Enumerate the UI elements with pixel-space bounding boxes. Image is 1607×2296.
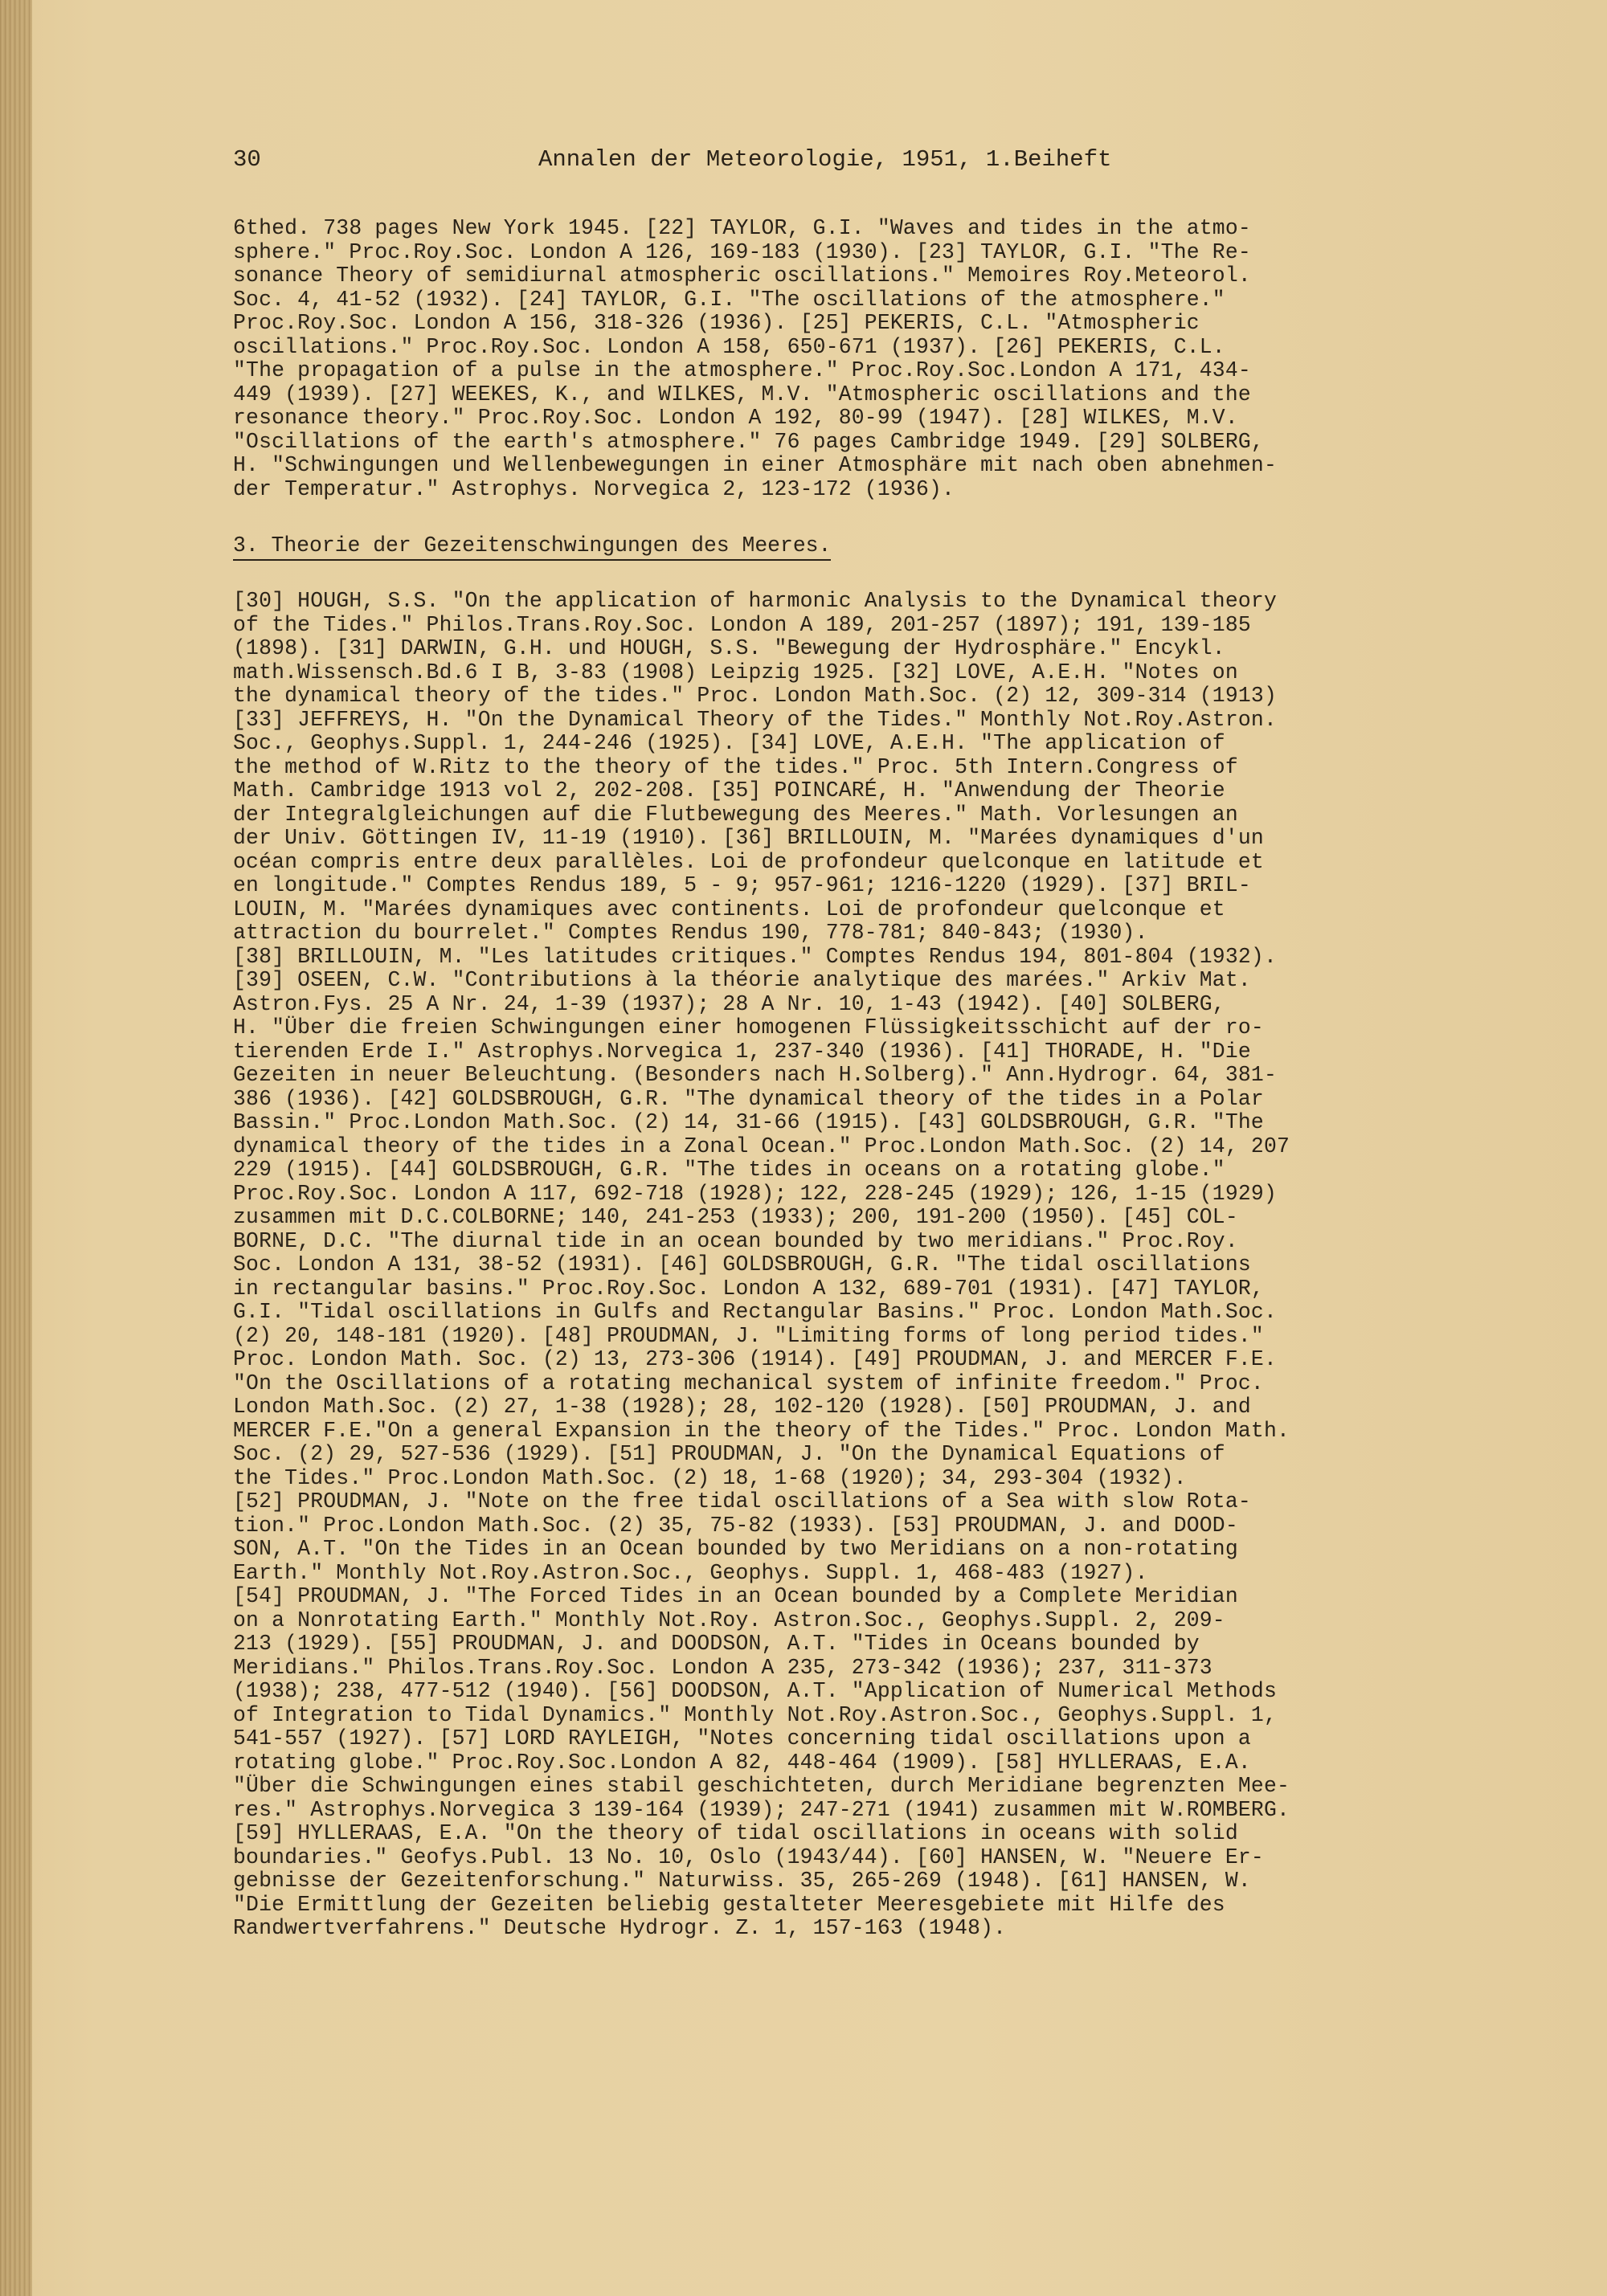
reference-text-line: [52] PROUDMAN, J. "Note on the free tidal oscillations of a Sea with slow Rota-: [233, 1489, 1251, 1514]
reference-text-line: Earth." Monthly Not.Roy.Astron.Soc., Geophys. Suppl. 1, 468-483 (1927).: [233, 1560, 1148, 1585]
section-references: [233, 590, 1486, 1941]
reference-text-line: London Math.Soc. (2) 27, 1-38 (1928); 28, 102-120 (1928). [50] PROUDMAN, J. and: [233, 1395, 1251, 1419]
reference-text-line: [59] HYLLERAAS, E.A. "On the theory of tidal oscillations in oceans with solid: [233, 1821, 1238, 1845]
reference-text-line: tierenden Erde I." Astrophys.Norvegica 1, 237-340 (1936). [41] THORADE, H. "Die: [233, 1039, 1251, 1064]
reference-text-line: Proc. London Math. Soc. (2) 13, 273-306 (1914). [49] PROUDMAN, J. and MERCER F.E.: [233, 1347, 1277, 1371]
reference-text-line: res." Astrophys.Norvegica 3 139-164 (1939); 247-271 (1941) zusammen mit W.ROMBERG.: [233, 1797, 1290, 1822]
reference-text-line: math.Wissensch.Bd.6 I B, 3-83 (1908) Leipzig 1925. [32] LOVE, A.E.H. "Notes on: [233, 660, 1238, 684]
reference-text-line: "Oscillations of the earth's atmosphere." 76 pages Cambridge 1949. [29] SOLBERG,: [233, 429, 1264, 454]
reference-text-line: Proc.Roy.Soc. London A 156, 318-326 (1936). [25] PEKERIS, C.L. "Atmospheric: [233, 311, 1200, 335]
reference-text-line: Soc. (2) 29, 527-536 (1929). [51] PROUDMAN, J. "On the Dynamical Equations of: [233, 1442, 1225, 1466]
book-gutter: [0, 0, 32, 2296]
section-heading: 3. Theorie der Gezeitenschwingungen des Meeres.: [233, 533, 831, 561]
reference-text-line: tion." Proc.London Math.Soc. (2) 35, 75-82 (1933). [53] PROUDMAN, J. and DOOD-: [233, 1513, 1238, 1538]
reference-text-line: Astron.Fys. 25 A Nr. 24, 1-39 (1937); 28 A Nr. 10, 1-43 (1942). [40] SOLBERG,: [233, 991, 1225, 1016]
reference-text-line: "The propagation of a pulse in the atmosphere." Proc.Roy.Soc.London A 171, 434-: [233, 358, 1251, 382]
reference-text-line: océan compris entre deux parallèles. Loi de profondeur quelconque en latitude et: [233, 849, 1264, 874]
reference-text-line: 6thed. 738 pages New York 1945. [22] TAYLOR, G.I. "Waves and tides in the atmo-: [233, 216, 1251, 240]
reference-text-line: BORNE, D.C. "The diurnal tide in an ocean bounded by two meridians." Proc.Roy.: [233, 1228, 1238, 1253]
reference-text-line: resonance theory." Proc.Roy.Soc. London A 192, 80-99 (1947). [28] WILKES, M.V.: [233, 406, 1238, 430]
reference-text-line: Randwertverfahrens." Deutsche Hydrogr. Z. 1, 157-163 (1948).: [233, 1916, 1007, 1940]
reference-text-line: sonance Theory of semidiurnal atmospheric oscillations." Memoires Roy.Meteorol.: [233, 264, 1251, 288]
reference-text-line: LOUIN, M. "Marées dynamiques avec continents. Loi de profondeur quelconque et: [233, 897, 1225, 921]
reference-text-line: "Die Ermittlung der Gezeiten beliebig gestalteter Meeresgebiete mit Hilfe des: [233, 1892, 1225, 1917]
reference-text-line: SON, A.T. "On the Tides in an Ocean bounded by two Meridians on a non-rotating: [233, 1537, 1238, 1561]
reference-text-line: Meridians." Philos.Trans.Roy.Soc. London A 235, 273-342 (1936); 237, 311-373: [233, 1655, 1212, 1680]
reference-text-line: H. "Schwingungen und Wellenbewegungen in einer Atmosphäre mit nach oben abnehmen-: [233, 453, 1277, 477]
intro-references: [233, 217, 1486, 501]
reference-text-line: 386 (1936). [42] GOLDSBROUGH, G.R. "The dynamical theory of the tides in a Polar: [233, 1086, 1264, 1111]
reference-text-line: 229 (1915). [44] GOLDSBROUGH, G.R. "The tides in oceans on a rotating globe.": [233, 1158, 1225, 1182]
reference-text-line: boundaries." Geofys.Publ. 13 No. 10, Oslo (1943/44). [60] HANSEN, W. "Neuere Er-: [233, 1845, 1264, 1869]
reference-text-line: Math. Cambridge 1913 vol 2, 202-208. [35] POINCARÉ, H. "Anwendung der Theorie: [233, 778, 1225, 803]
page-content: [233, 137, 1486, 1941]
reference-text-line: Gezeiten in neuer Beleuchtung. (Besonders nach H.Solberg)." Ann.Hydrogr. 64, 381-: [233, 1063, 1277, 1087]
reference-text-line: of Integration to Tidal Dynamics." Monthly Not.Roy.Astron.Soc., Geophys.Suppl. 1,: [233, 1702, 1277, 1727]
reference-text-line: (2) 20, 148-181 (1920). [48] PROUDMAN, J. "Limiting forms of long period tides.": [233, 1323, 1264, 1348]
reference-text-line: Proc.Roy.Soc. London A 117, 692-718 (1928); 122, 228-245 (1929); 126, 1-15 (1929): [233, 1181, 1277, 1206]
reference-text-line: [30] HOUGH, S.S. "On the application of harmonic Analysis to the Dynamical theory: [233, 589, 1277, 613]
reference-text-line: "On the Oscillations of a rotating mechanical system of infinite freedom." Proc.: [233, 1371, 1264, 1395]
reference-text-line: the Tides." Proc.London Math.Soc. (2) 18, 1-68 (1920); 34, 293-304 (1932).: [233, 1465, 1187, 1490]
reference-text-line: gebnisse der Gezeitenforschung." Naturwiss. 35, 265-269 (1948). [61] HANSEN, W.: [233, 1869, 1251, 1893]
reference-text-line: G.I. "Tidal oscillations in Gulfs and Rectangular Basins." Proc. London Math.Soc.: [233, 1300, 1277, 1324]
reference-text-line: sphere." Proc.Roy.Soc. London A 126, 169-183 (1930). [23] TAYLOR, G.I. "The Re-: [233, 239, 1251, 264]
reference-text-line: [33] JEFFREYS, H. "On the Dynamical Theory of the Tides." Monthly Not.Roy.Astron.: [233, 707, 1277, 732]
reference-text-line: (1938); 238, 477-512 (1940). [56] DOODSON, A.T. "Application of Numerical Methods: [233, 1679, 1277, 1703]
reference-text-line: the dynamical theory of the tides." Proc. London Math.Soc. (2) 12, 309-314 (1913): [233, 684, 1277, 708]
reference-text-line: der Integralgleichungen auf die Flutbewegung des Meeres." Math. Vorlesungen an: [233, 802, 1238, 827]
reference-text-line: 541-557 (1927). [57] LORD RAYLEIGH, "Notes concerning tidal oscillations upon a: [233, 1726, 1251, 1751]
page-number: 30: [233, 146, 261, 173]
reference-text-line: [39] OSEEN, C.W. "Contributions à la théorie analytique des marées." Arkiv Mat.: [233, 968, 1251, 992]
reference-text-line: dynamical theory of the tides in a Zonal Ocean." Proc.London Math.Soc. (2) 14, 207: [233, 1134, 1290, 1158]
reference-text-line: rotating globe." Proc.Roy.Soc.London A 82, 448-464 (1909). [58] HYLLERAAS, E.A.: [233, 1750, 1251, 1775]
reference-text-line: in rectangular basins." Proc.Roy.Soc. London A 132, 689-701 (1931). [47] TAYLOR,: [233, 1276, 1264, 1301]
reference-text-line: en longitude." Comptes Rendus 189, 5 - 9; 957-961; 1216-1220 (1929). [37] BRIL-: [233, 873, 1251, 897]
reference-text-line: der Temperatur." Astrophys. Norvegica 2, 123-172 (1936).: [233, 476, 955, 501]
page-header: [233, 137, 1486, 185]
reference-text-line: attraction du bourrelet." Comptes Rendus 190, 778-781; 840-843; (1930).: [233, 921, 1148, 945]
reference-text-line: (1898). [31] DARWIN, G.H. und HOUGH, S.S. "Bewegung der Hydrosphäre." Encykl.: [233, 636, 1225, 660]
reference-text-line: of the Tides." Philos.Trans.Roy.Soc. London A 189, 201-257 (1897); 191, 139-185: [233, 612, 1251, 637]
reference-text-line: zusammen mit D.C.COLBORNE; 140, 241-253 (1933); 200, 191-200 (1950). [45] COL-: [233, 1205, 1238, 1229]
reference-text-line: Soc. London A 131, 38-52 (1931). [46] GOLDSBROUGH, G.R. "The tidal oscillations: [233, 1252, 1251, 1277]
running-title: Annalen der Meteorologie, 1951, 1.Beiheft: [538, 146, 1112, 173]
reference-text-line: MERCER F.E."On a general Expansion in the theory of the Tides." Proc. London Math.: [233, 1418, 1290, 1443]
reference-text-line: Bassin." Proc.London Math.Soc. (2) 14, 31-66 (1915). [43] GOLDSBROUGH, G.R. "The: [233, 1110, 1264, 1134]
reference-text-line: on a Nonrotating Earth." Monthly Not.Roy. Astron.Soc., Geophys.Suppl. 2, 209-: [233, 1608, 1225, 1632]
reference-text-line: [38] BRILLOUIN, M. "Les latitudes critiques." Comptes Rendus 194, 801-804 (1932).: [233, 944, 1277, 969]
reference-text-line: the method of W.Ritz to the theory of the tides." Proc. 5th Intern.Congress of: [233, 754, 1238, 779]
reference-text-line: Soc., Geophys.Suppl. 1, 244-246 (1925). [34] LOVE, A.E.H. "The application of: [233, 731, 1225, 755]
reference-text-line: oscillations." Proc.Roy.Soc. London A 158, 650-671 (1937). [26] PEKERIS, C.L.: [233, 334, 1225, 359]
reference-text-line: H. "Über die freien Schwingungen einer homogenen Flüssigkeitsschicht auf der ro-: [233, 1015, 1264, 1040]
reference-text-line: der Univ. Göttingen IV, 11-19 (1910). [36] BRILLOUIN, M. "Marées dynamiques d'un: [233, 826, 1264, 850]
reference-text-line: Soc. 4, 41-52 (1932). [24] TAYLOR, G.I. "The oscillations of the atmosphere.": [233, 287, 1225, 312]
reference-text-line: 449 (1939). [27] WEEKES, K., and WILKES, M.V. "Atmospheric oscillations and the: [233, 382, 1251, 406]
reference-text-line: 213 (1929). [55] PROUDMAN, J. and DOODSON, A.T. "Tides in Oceans bounded by: [233, 1632, 1200, 1656]
reference-text-line: [54] PROUDMAN, J. "The Forced Tides in an Ocean bounded by a Complete Meridian: [233, 1584, 1238, 1608]
reference-text-line: "Über die Schwingungen eines stabil geschichteten, durch Meridiane begrenzten Mee-: [233, 1774, 1290, 1798]
